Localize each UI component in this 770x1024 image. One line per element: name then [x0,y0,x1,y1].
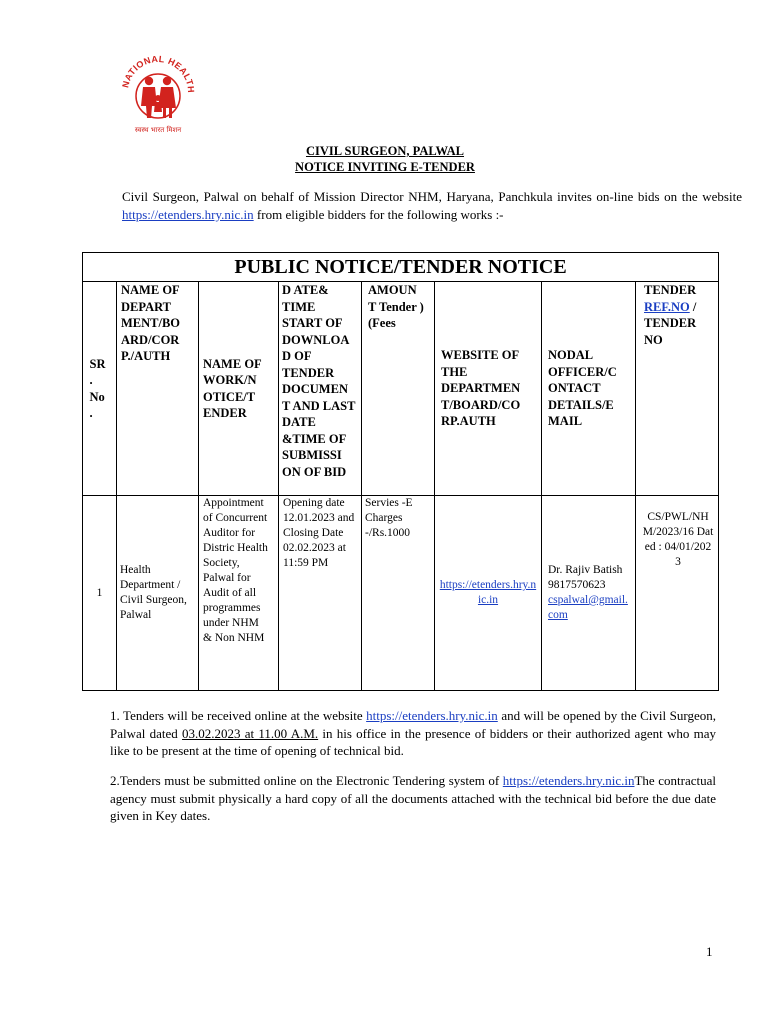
row-work-text: Appointment of Concurrent Auditor for Distric Health Society, Palwal for Audit of all programmes under NHM & Non NHM [203,497,268,644]
intro-website-link[interactable]: https://etenders.hry.nic.in [122,207,254,222]
row-website [435,496,542,691]
row-department-text: Health Department / Civil Surgeon, Palwal [120,564,187,621]
row-dates [279,496,362,691]
intro-text-before: Civil Surgeon, Palwal on behalf of Mission Director NHM, Haryana, Panchkula invites on-line bids on the website [122,189,742,204]
header-ref-suffix: / TENDER NO [644,299,697,347]
header-ref [636,282,719,496]
row-ref-text: CS/PWL/NHM/2023/16 Dated : 04/01/2023 [642,511,714,568]
table-banner: PUBLIC NOTICE/TENDER NOTICE [83,253,719,282]
header-amount-text: AMOUN T Tender ) (Fees [368,283,424,330]
nodal-name: Dr. Rajiv Batish [548,564,623,576]
row-nodal [542,496,636,691]
page-number: 1 [706,944,713,959]
header-sr-text: SR . No . [89,356,106,420]
svg-text:NATIONAL HEALTH MISSION: NATIONAL HEALTH [120,53,197,94]
header-sr [83,282,117,496]
row-sr: 1 [83,496,117,691]
tender-table [82,252,719,691]
header-department [117,282,199,496]
header-ref-prefix: TENDER [644,283,697,297]
header-department-text: NAME OF DEPART MENT/BO ARD/COR P./AUTH [121,283,181,363]
paragraph-1 [110,707,716,760]
para2-text-a: 2.Tenders must be submitted online on the Electronic Tendering system of [110,773,503,788]
intro-text-after: from eligible bidders for the following works :- [253,207,504,222]
row-website-link[interactable]: https://etenders.hry.nic.in [439,579,537,606]
opening-date: 03.02.2023 at 11.00 A.M. [182,725,319,741]
para2-text-b: The contractual agency must submit physically a hard copy of all the documents attached with the technical bid before the due date given in Key dates. [110,773,716,823]
nhm-logo [116,46,200,138]
header-website-text: WEBSITE OF THE DEPARTMEN T/BOARD/CO RP.AUTH [441,348,521,429]
header-nodal-text: NODAL OFFICER/C ONTACT DETAILS/E MAIL [548,348,617,429]
header-dates [279,282,362,496]
row-ref [636,496,719,691]
header-work [199,282,279,496]
header-nodal [542,282,636,496]
para1-text-a: 1. Tenders will be received online at the website [110,708,367,723]
nodal-phone: 9817570623 [548,579,606,591]
intro-paragraph [122,188,742,224]
paragraph-2 [110,772,716,825]
para1-website-link[interactable]: https://etenders.hry.nic.in [366,708,498,723]
row-department [117,496,199,691]
row-amount [362,496,435,691]
header-dates-text: D ATE& TIME START OF DOWNLOA D OF TENDER DOCUMEN T AND LAST DATE &TIME OF SUBMISSI ON OF BID [282,283,356,479]
office-title: CIVIL SURGEON, PALWAL [305,144,465,158]
header-amount [362,282,435,496]
header-work-text: NAME OF WORK/N OTICE/T ENDER [203,356,262,420]
header-ref-link[interactable]: REF.NO [644,299,690,314]
para1-text-b: and will be opened by the Civil Surgeon, Palwal dated [110,708,716,741]
para1-text-c: in his office in the presence of bidders or their authorized agent who may like to be present at the time of opening of technical bid. [110,725,716,758]
para2-website-link[interactable]: https://etenders.hry.nic.in [502,773,635,788]
page-header [0,143,770,175]
notice-title: NOTICE INVITING E-TENDER [295,160,475,174]
row-amount-text: Servies -E Charges -/Rs.1000 [365,497,413,539]
header-website [435,282,542,496]
row-dates-text: Opening date 12.01.2023 and Closing Date 02.02.2023 at 11:59 PM [283,497,355,569]
nodal-email-link[interactable]: cspalwal@gmail.com [548,594,628,621]
row-work [199,496,279,691]
logo-tagline: स्वस्थ भारत मिशन [134,126,182,134]
